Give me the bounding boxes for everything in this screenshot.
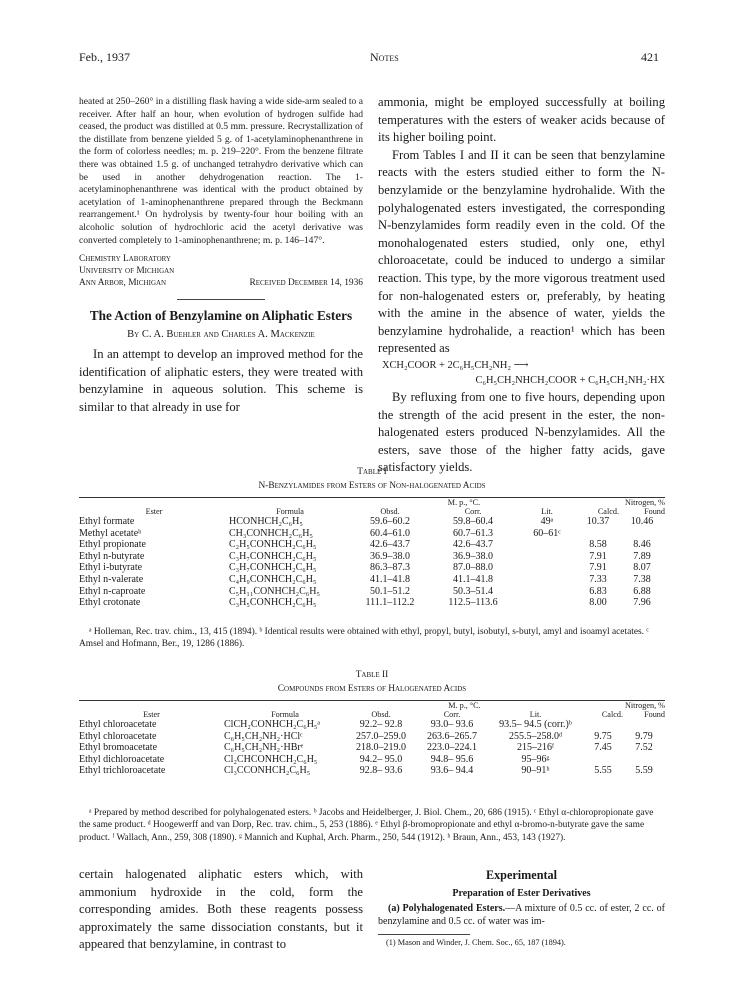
table1-cell-ester: Ethyl formate [79,516,135,527]
right-paragraph-2: From Tables I and II it can be seen that benzylamine reacts with the esters studied either to form the N-benzylamide or the benzylamine hydrohalide. With the polyhalogenated esters investigated, the corresponding N-benzylamides form readily even in the cold. Of the monohalogenated esters studied, only one, ethyl chloroacetate, could be induced to undergo a similar reaction. This type, by the more vigorous treatment used for non-halogenated esters or, preferably, by heating with the amine in the absence of water, yields the benzylamine hydrohalide, a reaction¹ which has been represented as [378,147,665,356]
intro-paragraph: In an attempt to develop an improved method for the identification of aliphatic esters, they were treated with benzylamine in aqueous solution. This scheme is similar to that already in use for [79,347,363,414]
table1-cell-ester: Ethyl n-caproate [79,585,146,597]
equation-line-2: C₆H₅CH₂NHCH₂COOR + C₆H₅CH₂NH₂·HX [475,374,665,386]
table2-cell-corr: 93.6– 94.4 [430,765,474,777]
table2-header-found: Found [644,710,665,719]
table1-label: Table I [357,467,387,477]
table2-cell-lit: 90–91ʰ [521,765,550,777]
table2-row [79,731,665,743]
table1-header-obsd: Obsd. [380,507,400,516]
table1-cell-corr: 41.1–41.8 [453,573,493,585]
table2-cell-found: 5.59 [635,765,653,777]
left-column-bottom [79,866,363,954]
table1-row [79,539,665,551]
table1-cell-corr: 87.0–88.0 [453,562,493,574]
table2-cell-calcd [583,719,623,731]
table1-row [79,597,665,609]
table2-cell-lit: 93.5– 94.5 (corr.)ᵇ [499,719,572,730]
table1-cell-calcd: 8.00 [589,597,607,609]
table1-cell-ester: Ethyl n-butyrate [79,550,145,562]
table1-row [79,551,665,563]
table2-cell-ester: Ethyl dichloroacetate [79,753,165,765]
page-number: 421 [641,50,659,64]
table1-cell-calcd: 10.37 [586,516,610,527]
affiliation-lab: Chemistry Laboratory [79,254,171,265]
table2-cell-formula: C₆H₅CH₂NH₂·HClᶜ [224,730,303,742]
table1-cell-corr: 59.8–60.4 [453,516,493,527]
right-column-top [378,94,665,477]
table2-cell-calcd: 5.55 [594,765,612,777]
table1-cell-obsd: 50.1–51.2 [370,585,410,597]
table1-cell-lit: 60–61ᶜ [533,527,561,539]
table1-cell-found: 7.89 [633,550,651,562]
table2-cell-ester: Ethyl chloroacetate [79,730,157,742]
table2-header-formula: Formula [271,710,299,719]
table1-header-found: Found [644,507,665,516]
table1-cell-ester: Ethyl i-butyrate [79,562,143,574]
table2-cell-lit: 255.5–258.0ᵈ [508,730,563,742]
table1-cell-calcd: 6.83 [589,585,607,597]
table1-cell-calcd [577,528,619,540]
table2-cell-obsd: 92.2– 92.8 [359,719,403,730]
footnote-divider [378,934,470,935]
table2-header-corr: Corr. [443,710,461,719]
table1-cell-found: 8.07 [633,562,651,574]
table1-cell-lit [517,586,577,598]
table1-cell-corr: 112.5–113.6 [448,597,498,609]
table1-cell-obsd: 60.4–61.0 [370,527,410,539]
table2-header-calcd: Calcd. [601,710,623,719]
table1-header-calcd: Calcd. [597,507,619,516]
table1-cell-found: 6.88 [633,585,651,597]
table2-row [79,765,665,777]
table2-cell-corr: 93.0– 93.6 [430,719,474,730]
table2-footnotes: ᵃ Prepared by method described for polyhalogenated esters. ᵇ Jacobs and Heidelberger, J. Biol. Chem., 20, 686 (1915). ᶜ Ethyl α-chloropropionate gave the same product. ᵈ Hoogewerff and van Dorp, Rec. trav. chim., 5, 253 (1886). ᵉ Ethyl β-bromopropionate and ethyl α-bromo-n-butyrate gave the same product. ᶠ Wallach, Ann., 259, 308 (1890). ᵍ Mannich and Kuphal, Arch. Pharm., 250, 544 (1912). ʰ Braun, Ann., 453, 143 (1927). [79,808,654,843]
table1-cell-obsd: 111.1–112.2 [365,597,415,609]
table2-cell-formula: ClCH₂CONHCH₂C₆H₅ᵃ [224,719,321,730]
table1-cell-lit [517,539,577,551]
affiliation-city: Ann Arbor, Michigan [79,278,167,289]
table2-cell-lit: 95–96ᵍ [521,753,550,765]
table1-caption: N-Benzylamides from Esters of Non-halogenated Acids [258,481,486,491]
table1-cell-ester: Ethyl n-valerate [79,573,144,585]
table1-row [79,574,665,586]
table1-cell-formula: CH₃CONHCH₂C₆H₅ [229,527,313,539]
table2-cell-found [623,754,665,766]
running-head-section: Notes [370,50,399,64]
table1-cell-found: 8.46 [633,539,651,551]
table2-header-nitrogen: Nitrogen, % [624,701,665,710]
table1-cell-formula: C₃H₇CONHCH₂C₆H₅ [229,550,317,562]
table2-cell-found [623,719,665,731]
experimental-paragraph [378,903,665,928]
table1-cell-ester: Ethyl propionate [79,539,146,551]
table2-row [79,754,665,766]
table1-cell-lit [517,574,577,586]
table1-cell-obsd: 59.6–60.2 [370,516,410,527]
table2-cell-corr: 94.8– 95.6 [430,753,474,765]
table2-row [79,742,665,754]
table1-cell-lit: 49ᵃ [540,516,554,527]
table1-row [79,516,665,528]
table1-header-lit: Lit. [541,507,553,516]
table1-cell-lit [517,597,577,609]
section-divider [177,299,265,300]
table2-cell-corr: 223.0–224.1 [427,742,477,754]
table2-cell-obsd: 94.2– 95.0 [359,753,403,765]
table1-cell-corr: 36.9–38.0 [453,550,493,562]
table2-cell-found: 7.52 [635,742,653,754]
table1-cell-obsd: 36.9–38.0 [370,550,410,562]
table2-caption: Compounds from Esters of Halogenated Acids [277,684,467,694]
table2-cell-ester: Ethyl trichloroacetate [79,765,166,777]
table1-cell-formula: C₃H₇CONHCH₂C₆H₅ [229,562,317,574]
preceding-note-text: heated at 250–260° in a distilling flask having a wide side-arm sealed to a receiver. After half an hour, when evolution of hydrogen sulfide had ceased, the product was distilled at 0.5 mm. pressure. Recrystallization of the distillate from benzene yielded 5 g. of 1-acetylaminophenanthrene in the form of colorless needles; m. p. 219–220°. From the benzene filtrate there was obtained 1.5 g. of unchanged tetrahydro derivative which can be used in another dehydrogenation reaction. The 1-acetylaminophenanthrene was identical with the product obtained by acetylation of 1-aminophenanthrene prepared through the Beckmann rearrangement.¹ On hydrolysis by twenty-four hour boiling with an alcoholic solution of hydrochloric acid the acetyl derivative was converted completely to 1-aminophenanthrene; m. p. 146–147°. [79,96,363,246]
table1-cell-found: 7.96 [633,597,651,609]
page-footnote: (1) Mason and Winder, J. Chem. Soc., 65, 187 (1894). [386,938,566,948]
table1-cell-calcd: 7.91 [589,562,607,574]
table2-cell-formula: Cl₂CHCONHCH₂C₆H₅ [224,753,318,765]
affiliation-line [79,277,363,289]
table1-cell-formula: C₄H₉CONHCH₂C₆H₅ [229,573,317,585]
table1-cell-obsd: 86.3–87.3 [370,562,410,574]
affiliation-university: University of Michigan [79,266,175,277]
table2-cell-ester: Ethyl bromoacetate [79,742,158,754]
received-date: Received December 14, 1936 [249,278,363,289]
table2-cell-corr: 263.6–265.7 [427,730,477,742]
table1-cell-corr: 50.3–51.4 [453,585,493,597]
table1-cell-formula: C₃H₅CONHCH₂C₆H₅ [229,597,317,609]
table2-header-lit: Lit. [529,710,542,719]
table1-cell-formula: C₂H₅CONHCH₂C₆H₅ [229,539,317,551]
table1-cell-found: 7.38 [633,573,651,585]
table1-row [79,528,665,540]
table1-cell-ester: Methyl acetateᵇ [79,527,142,539]
table1-cell-corr: 60.7–61.3 [453,527,493,539]
table1-cell-formula: HCONHCH₂C₆H₅ [229,516,303,527]
table2-row [79,719,665,731]
table1-cell-calcd: 7.91 [589,550,607,562]
table1-cell-lit [517,551,577,563]
equation-line-1: XCH₂COOR + 2C₆H₅CH₂NH₂ ⟶ [382,359,529,371]
table1 [79,498,665,609]
table2-cell-formula: Cl₃CCONHCH₂C₆H₅ [224,765,311,777]
table2-cell-lit: 215–216ᶠ [516,742,555,754]
table2-cell-obsd: 257.0–259.0 [356,730,406,742]
right-paragraph-1: ammonia, might be employed successfully at boiling temperatures with the esters of weaker acids because of its higher boiling point. [378,95,665,145]
table1-cell-found: 10.46 [630,516,654,527]
table2 [79,701,665,777]
experimental-subheading: Preparation of Ester Derivatives [452,888,591,899]
experimental-heading: Experimental [485,868,558,882]
table2-cell-calcd: 9.75 [594,730,612,742]
table1-header-ester: Ester [145,507,163,516]
table2-cell-obsd: 218.0–219.0 [356,742,406,754]
table1-row [79,586,665,598]
table2-cell-calcd [583,754,623,766]
table2-cell-formula: C₆H₅CH₂NH₂·HBrᵉ [224,742,304,754]
table1-cell-lit [517,562,577,574]
table1-footnotes: ᵃ Holleman, Rec. trav. chim., 13, 415 (1894). ᵇ Identical results were obtained with ethyl, propyl, butyl, isobutyl, s-butyl, amyl and isoamyl acetates. ᶜ Amsel and Hofmann, Ber., 19, 1286 (1886). [79,627,649,650]
table1-header-corr: Corr. [464,507,482,516]
table2-header-mp: M. p., °C. [448,701,481,710]
left-column-top [79,96,363,417]
table1-header-formula: Formula [276,507,304,516]
table2-label: Table II [355,670,389,680]
article-authors: By C. A. Buehler and Charles A. Mackenzie [127,329,315,341]
table1-cell-calcd: 8.58 [589,539,607,551]
table1-cell-calcd: 7.33 [589,573,607,585]
running-head-date: Feb., 1937 [79,50,130,64]
table1-row [79,562,665,574]
table1-cell-obsd: 42.6–43.7 [370,539,410,551]
table2-cell-obsd: 92.8– 93.6 [359,765,403,777]
table2-cell-ester: Ethyl chloroacetate [79,719,157,730]
article-title: The Action of Benzylamine on Aliphatic Esters [89,308,353,324]
experimental-lead: (a) Polyhalogenated Esters. [388,903,506,914]
table2-cell-calcd: 7.45 [594,742,612,754]
experimental-text: —A mixture of 0.5 cc. of ester, 2 cc. of benzylamine and 0.5 cc. of water was im- [378,903,665,927]
table1-header-nitrogen: Nitrogen, % [624,498,665,507]
table1-cell-formula: C₅H₁₁CONHCH₂C₆H₅ [229,585,320,597]
table1-header-mp: M. p., °C. [447,498,481,507]
right-paragraph-3: By refluxing from one to five hours, depending upon the strength of the acid present in the ester, the non-halogenated esters produced N-benzylamides. All the esters, save those of the higher fatty acids, gave satisfactory yields. [378,389,665,475]
table2-header-ester: Ester [143,710,160,719]
table2-cell-found: 9.79 [635,730,653,742]
table1-cell-obsd: 41.1–41.8 [370,573,410,585]
table1-cell-found [619,528,665,540]
table2-header-obsd: Obsd. [371,710,391,719]
table1-cell-ester: Ethyl crotonate [79,597,141,609]
right-column-bottom [378,868,665,947]
left-bottom-paragraph: certain halogenated aliphatic esters which, with ammonium hydroxide in the cold, form the corresponding amides. Both these reagents possess approximately the same dissociation constants, but it appeared that benzylamine, in contrast to [79,867,363,952]
table1-cell-corr: 42.6–43.7 [453,539,493,551]
